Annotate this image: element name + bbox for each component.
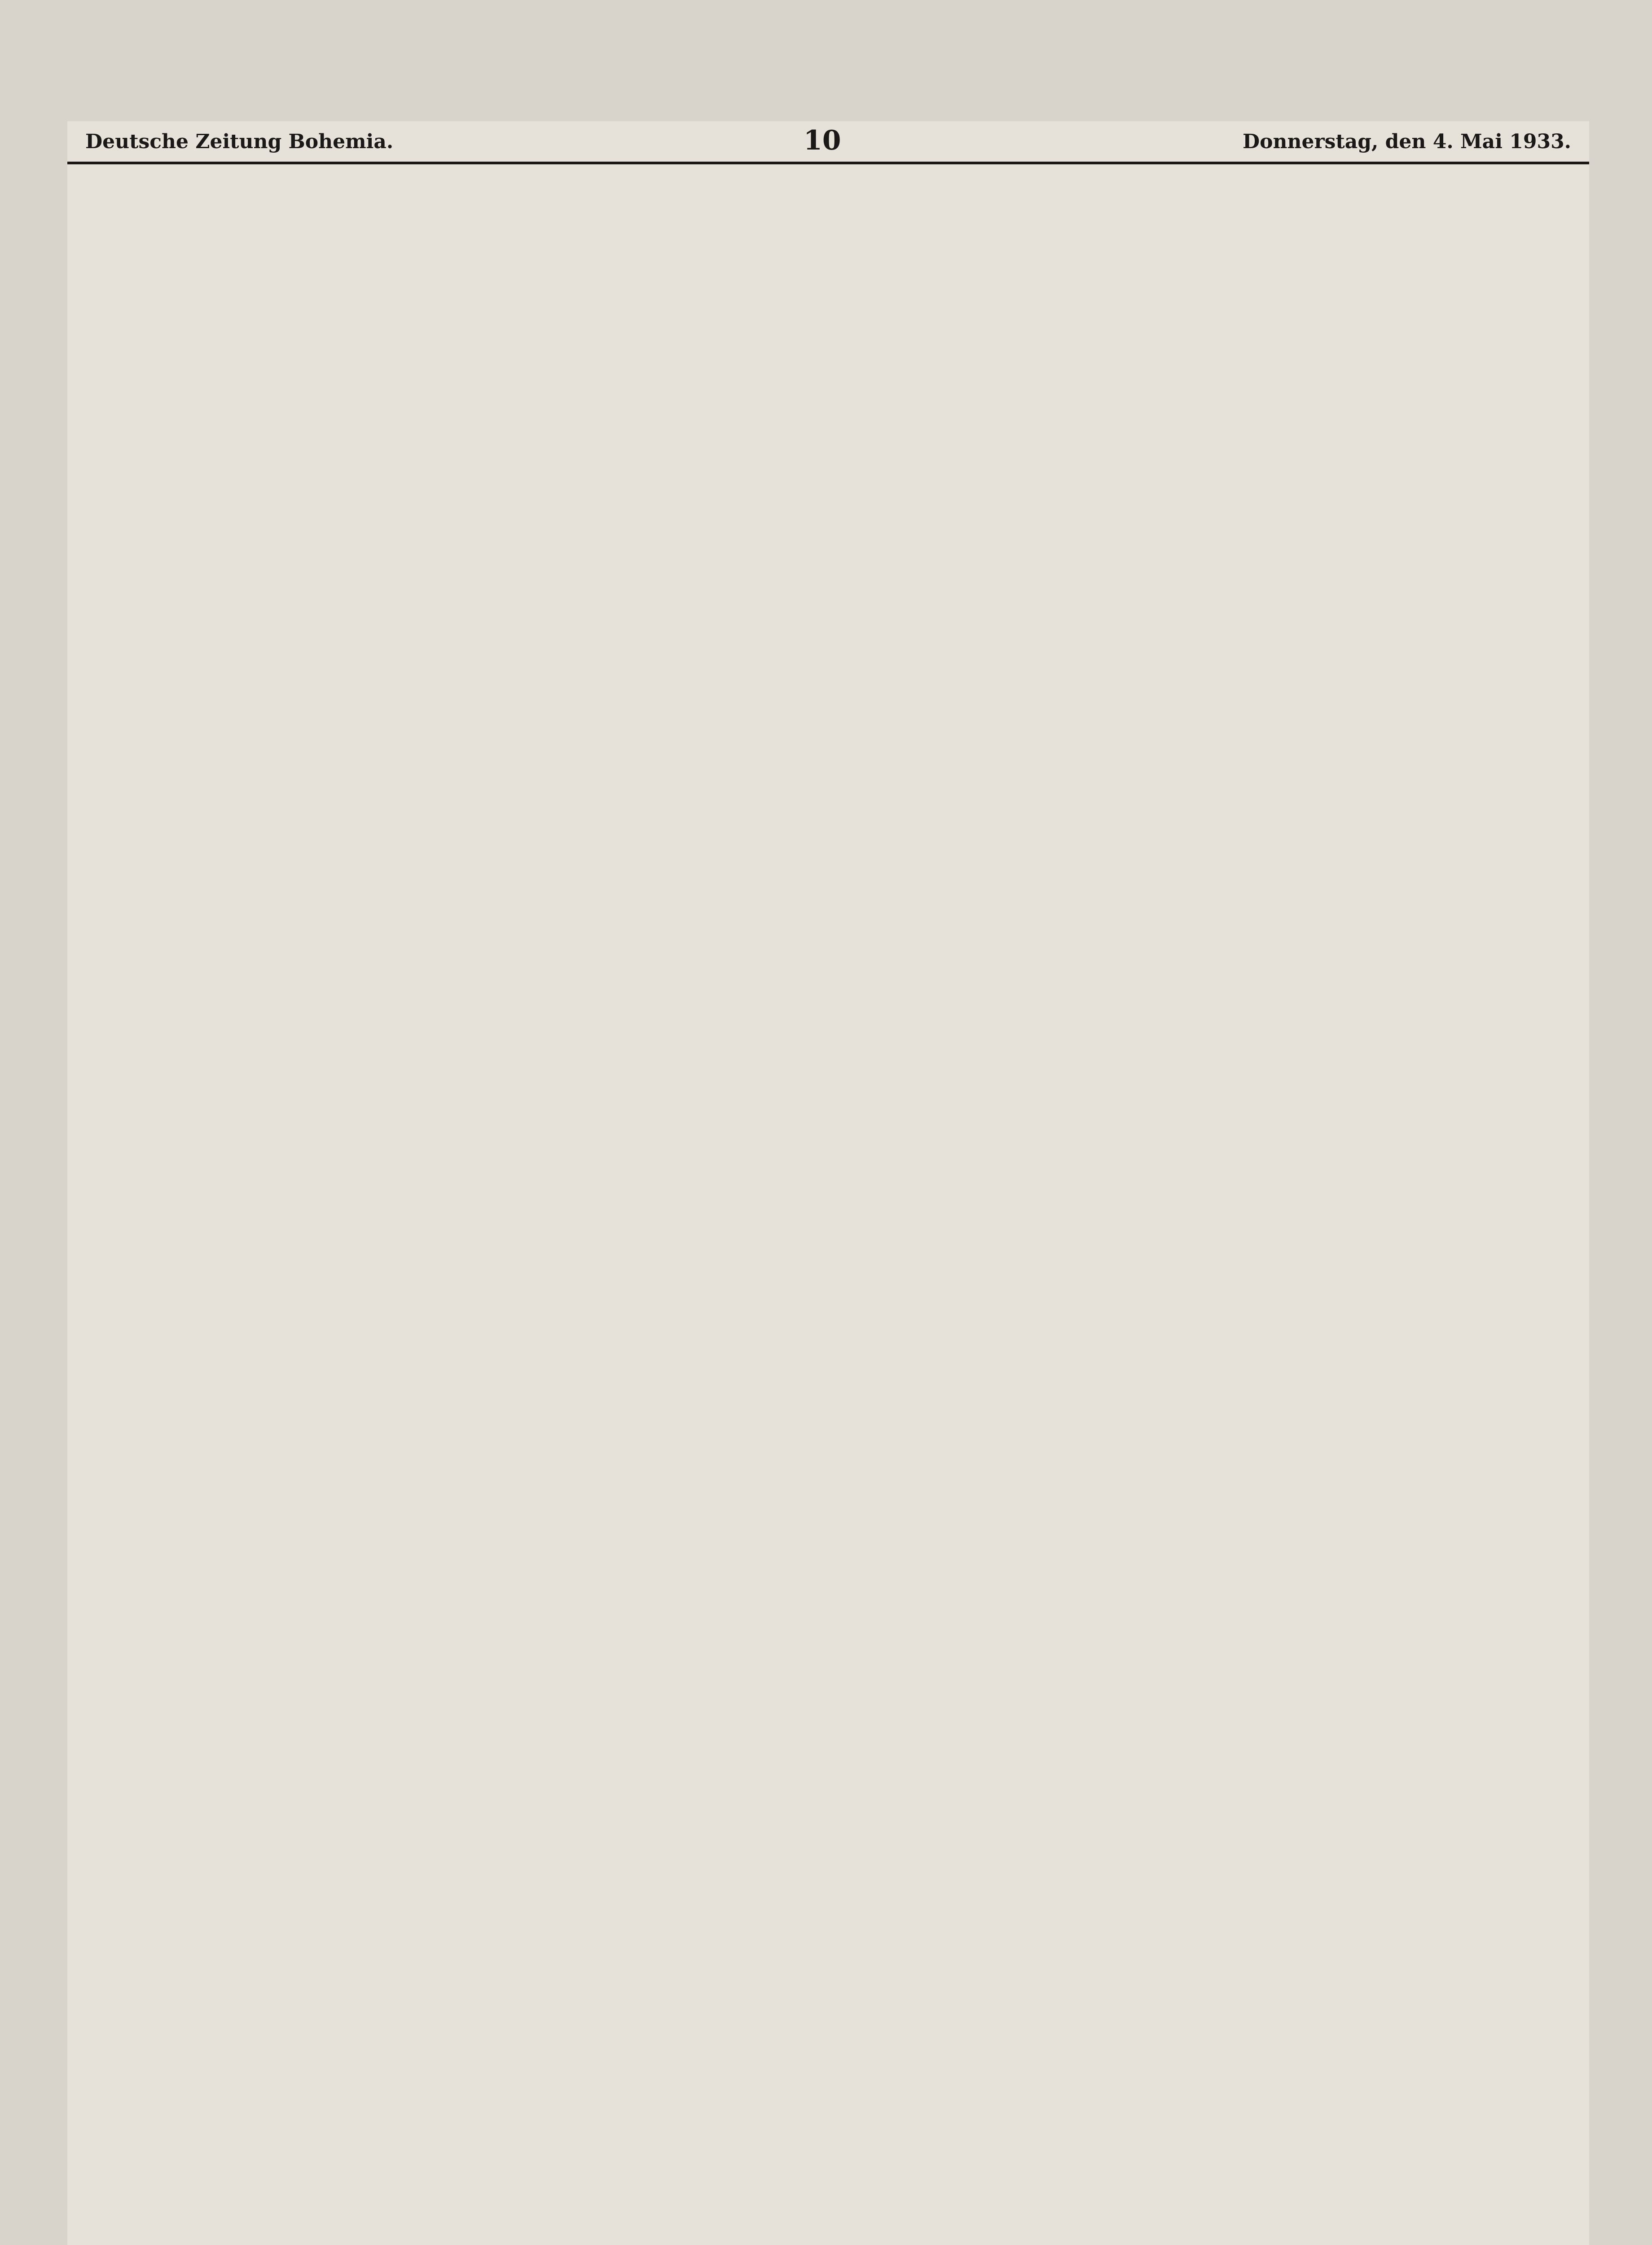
- masthead-paper-name: Deutsche Zeitung Bohemia.: [85, 130, 394, 153]
- newspaper-page: [67, 121, 1589, 2245]
- page-number: 10: [804, 125, 841, 156]
- masthead-date: Donnerstag, den 4. Mai 1933.: [1242, 130, 1571, 153]
- masthead: [67, 121, 1589, 164]
